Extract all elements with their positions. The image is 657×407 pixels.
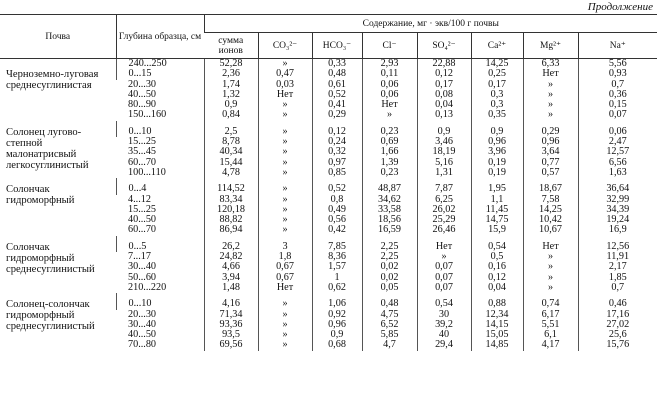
value-cell: 11,91: [578, 252, 657, 262]
value-cell: »: [362, 110, 417, 120]
value-cell: 10,42: [523, 215, 578, 225]
value-cell: »: [523, 283, 578, 293]
value-cell: Нет: [362, 100, 417, 110]
value-cell: 29,4: [417, 340, 471, 350]
value-cell: 0,16: [471, 262, 523, 272]
value-cell: 0,8: [312, 195, 362, 205]
depth-cell: 0...15: [116, 69, 204, 79]
value-cell: 86,94: [204, 225, 258, 235]
depth-cell: 0...4: [116, 184, 204, 194]
value-cell: 0,08: [417, 90, 471, 100]
header-ion-sum: сумма ионов: [204, 33, 258, 59]
soil-name-spacer: [0, 59, 116, 70]
value-cell: 1,06: [312, 299, 362, 309]
depth-cell: 70...80: [128, 339, 157, 351]
value-cell: »: [258, 340, 312, 350]
value-cell: 0,19: [471, 168, 523, 178]
value-cell: 0,77: [523, 158, 578, 168]
value-cell: »: [258, 299, 312, 309]
value-cell: »: [523, 262, 578, 272]
value-cell: 0,96: [523, 137, 578, 147]
value-cell: 93,36: [204, 320, 258, 330]
value-cell: 0,88: [471, 299, 523, 309]
value-cell: 1,57: [312, 262, 362, 272]
value-cell: 0,96: [312, 320, 362, 330]
value-cell: 0,3: [471, 100, 523, 110]
value-cell: 14,25: [523, 205, 578, 215]
value-cell: 14,75: [471, 215, 523, 225]
value-cell: 11,45: [471, 205, 523, 215]
value-cell: 2,47: [578, 137, 657, 147]
value-cell: Нет: [417, 242, 471, 252]
value-cell: 12,57: [578, 147, 657, 157]
value-cell: 18,67: [523, 184, 578, 194]
value-cell: 36,64: [578, 184, 657, 194]
value-cell: 6,56: [578, 158, 657, 168]
value-cell: 39,2: [417, 320, 471, 330]
value-cell: 4,78: [204, 168, 258, 178]
value-cell: 33,58: [362, 205, 417, 215]
header-content-group: Содержание, мг · экв/100 г почвы: [204, 15, 657, 33]
value-cell: »: [523, 100, 578, 110]
value-cell: 16,9: [578, 225, 657, 235]
value-cell: 22,88: [417, 59, 471, 70]
value-cell: 0,85: [312, 168, 362, 178]
value-cell: 88,82: [204, 215, 258, 225]
value-cell: 25,6: [578, 330, 657, 340]
header-ion-so4: SO₄²⁻: [417, 33, 471, 59]
value-cell: »: [258, 137, 312, 147]
value-cell: 0,02: [362, 273, 417, 283]
value-cell: 3,94: [204, 273, 258, 283]
value-cell: 2,36: [204, 69, 258, 79]
soil-salt-table: [0, 14, 657, 351]
value-cell: 1: [312, 273, 362, 283]
value-cell: 10,67: [523, 225, 578, 235]
value-cell: 0,52: [312, 90, 362, 100]
value-cell: Нет: [523, 69, 578, 79]
value-cell: 0,07: [417, 262, 471, 272]
value-cell: 48,87: [362, 184, 417, 194]
value-cell: Нет: [258, 90, 312, 100]
value-cell: 5,85: [362, 330, 417, 340]
value-cell: 6,1: [523, 330, 578, 340]
table-row: [0, 299, 657, 309]
value-cell: 0,93: [578, 69, 657, 79]
value-cell: 3,64: [523, 147, 578, 157]
value-cell: 0,06: [578, 127, 657, 137]
value-cell: 0,68: [312, 340, 362, 350]
value-cell: 0,24: [312, 137, 362, 147]
value-cell: 18,56: [362, 215, 417, 225]
value-cell: 5,16: [417, 158, 471, 168]
value-cell: »: [523, 110, 578, 120]
value-cell: 0,56: [312, 215, 362, 225]
value-cell: »: [523, 80, 578, 90]
header-depth: Глубина образца, см: [116, 15, 204, 59]
value-cell: 1,8: [258, 252, 312, 262]
depth-cell: 0...10: [116, 299, 204, 309]
value-cell: 0,29: [523, 127, 578, 137]
depth-cell: 35...45: [128, 146, 157, 158]
depth-cell: 50...60: [128, 271, 157, 283]
header-ion-hco3: HCO₃⁻: [312, 33, 362, 59]
value-cell: 3,46: [417, 137, 471, 147]
value-cell: »: [258, 320, 312, 330]
value-cell: 34,62: [362, 195, 417, 205]
depth-cell: 0...10: [116, 127, 204, 137]
value-cell: 0,9: [204, 100, 258, 110]
soil-name: Солончак гидроморфный: [6, 184, 75, 207]
value-cell: 0,11: [362, 69, 417, 79]
value-cell: 0,74: [523, 299, 578, 309]
value-cell: 27,02: [578, 320, 657, 330]
value-cell: 0,07: [417, 283, 471, 293]
depth-cell: 20...30: [128, 308, 157, 320]
value-cell: 1,74: [204, 80, 258, 90]
value-cell: 0,67: [258, 262, 312, 272]
value-cell: 0,54: [471, 242, 523, 252]
value-cell: 7,85: [312, 242, 362, 252]
value-cell: 4,17: [523, 340, 578, 350]
value-cell: 7,58: [523, 195, 578, 205]
value-cell: 6,33: [523, 59, 578, 70]
depth-cell: 15...25: [128, 136, 157, 148]
value-cell: 0,48: [312, 69, 362, 79]
value-cell: 4,7: [362, 340, 417, 350]
value-cell: 0,12: [417, 69, 471, 79]
value-cell: 0,23: [362, 168, 417, 178]
value-cell: 0,41: [312, 100, 362, 110]
value-cell: 14,85: [471, 340, 523, 350]
value-cell: 2,25: [362, 242, 417, 252]
value-cell: 1,31: [417, 168, 471, 178]
value-cell: »: [258, 310, 312, 320]
soil-name: Солонец-солончак гидроморфный среднесуглинистый: [6, 299, 95, 333]
value-cell: 0,42: [312, 225, 362, 235]
value-cell: 0,03: [258, 80, 312, 90]
table-body: [0, 59, 657, 351]
depth-cell: 100...110: [128, 166, 166, 178]
depth-cell: 4...12: [128, 193, 151, 205]
value-cell: 0,9: [417, 127, 471, 137]
value-cell: 93,5: [204, 330, 258, 340]
value-cell: »: [258, 225, 312, 235]
value-cell: 0,49: [312, 205, 362, 215]
value-cell: 5,51: [523, 320, 578, 330]
soil-name: Солонец лугово-степной малонатрисвый легкосуглинистый: [6, 126, 89, 171]
value-cell: »: [258, 158, 312, 168]
value-cell: »: [523, 273, 578, 283]
value-cell: 0,12: [312, 127, 362, 137]
value-cell: 2,93: [362, 59, 417, 70]
value-cell: »: [417, 252, 471, 262]
value-cell: »: [258, 59, 312, 70]
value-cell: 2,17: [578, 262, 657, 272]
value-cell: 6,25: [417, 195, 471, 205]
value-cell: 0,07: [417, 273, 471, 283]
value-cell: »: [258, 127, 312, 137]
value-cell: 0,47: [258, 69, 312, 79]
value-cell: 3,96: [471, 147, 523, 157]
value-cell: 4,75: [362, 310, 417, 320]
value-cell: 5,56: [578, 59, 657, 70]
value-cell: 1,66: [362, 147, 417, 157]
soil-name: Солончак гидроморфный среднесуглинистый: [6, 241, 95, 275]
value-cell: 0,97: [312, 158, 362, 168]
depth-cell: 15...25: [128, 203, 157, 215]
header-ion-mg: Mg²⁺: [523, 33, 578, 59]
value-cell: 15,44: [204, 158, 258, 168]
value-cell: 15,76: [578, 340, 657, 350]
value-cell: 0,04: [417, 100, 471, 110]
header-ion-co3: CO₃²⁻: [258, 33, 312, 59]
depth-cell: 40...50: [128, 88, 157, 100]
value-cell: 16,59: [362, 225, 417, 235]
soil-name: Черноземно-луговая среднесуглинистая: [6, 69, 99, 92]
value-cell: 0,29: [312, 110, 362, 120]
value-cell: 8,78: [204, 137, 258, 147]
value-cell: 15,9: [471, 225, 523, 235]
value-cell: 12,34: [471, 310, 523, 320]
value-cell: »: [258, 100, 312, 110]
value-cell: 26,02: [417, 205, 471, 215]
header-ion-ca: Ca²⁺: [471, 33, 523, 59]
value-cell: 1,39: [362, 158, 417, 168]
value-cell: 0,61: [312, 80, 362, 90]
value-cell: 0,06: [362, 80, 417, 90]
value-cell: 0,96: [471, 137, 523, 147]
value-cell: 40: [417, 330, 471, 340]
value-cell: 30: [417, 310, 471, 320]
value-cell: 40,34: [204, 147, 258, 157]
header-ion-na: Na⁺: [578, 33, 657, 59]
value-cell: 6,17: [523, 310, 578, 320]
value-cell: 0,67: [258, 273, 312, 283]
value-cell: 4,16: [204, 299, 258, 309]
value-cell: 0,17: [417, 80, 471, 90]
value-cell: 0,52: [312, 184, 362, 194]
depth-cell: 20...30: [128, 78, 157, 90]
continuation-label: Продолжение: [587, 1, 653, 13]
value-cell: 3: [258, 242, 312, 252]
value-cell: 0,69: [362, 137, 417, 147]
value-cell: 0,33: [312, 59, 362, 70]
value-cell: 0,12: [471, 273, 523, 283]
value-cell: 0,05: [362, 283, 417, 293]
value-cell: 0,7: [578, 80, 657, 90]
value-cell: 32,99: [578, 195, 657, 205]
table-header: [0, 15, 657, 59]
depth-cell: 60...70: [128, 224, 157, 236]
value-cell: 6,52: [362, 320, 417, 330]
value-cell: »: [258, 147, 312, 157]
value-cell: 26,2: [204, 242, 258, 252]
value-cell: 0,19: [471, 158, 523, 168]
value-cell: 26,46: [417, 225, 471, 235]
value-cell: 0,7: [578, 283, 657, 293]
value-cell: 0,36: [578, 90, 657, 100]
value-cell: 0,5: [471, 252, 523, 262]
value-cell: 15,05: [471, 330, 523, 340]
header-ion-cl: Cl⁻: [362, 33, 417, 59]
value-cell: 0,13: [417, 110, 471, 120]
value-cell: 0,07: [578, 110, 657, 120]
depth-cell: 40...50: [128, 214, 157, 226]
value-cell: 0,32: [312, 147, 362, 157]
value-cell: 0,62: [312, 283, 362, 293]
value-cell: 0,46: [578, 299, 657, 309]
value-cell: 17,16: [578, 310, 657, 320]
value-cell: 83,34: [204, 195, 258, 205]
value-cell: 2,25: [362, 252, 417, 262]
value-cell: 0,35: [471, 110, 523, 120]
value-cell: 24,82: [204, 252, 258, 262]
depth-cell: 40...50: [128, 329, 157, 341]
value-cell: 0,17: [471, 80, 523, 90]
value-cell: 18,19: [417, 147, 471, 157]
value-cell: »: [258, 215, 312, 225]
value-cell: 120,18: [204, 205, 258, 215]
depth-cell: 7...17: [128, 251, 151, 263]
value-cell: 34,39: [578, 205, 657, 215]
value-cell: »: [258, 110, 312, 120]
value-cell: 0,15: [578, 100, 657, 110]
value-cell: 71,34: [204, 310, 258, 320]
value-cell: 1,85: [578, 273, 657, 283]
value-cell: 0,06: [362, 90, 417, 100]
value-cell: »: [258, 330, 312, 340]
value-cell: 0,92: [312, 310, 362, 320]
value-cell: 0,23: [362, 127, 417, 137]
value-cell: 2,5: [204, 127, 258, 137]
depth-cell: 60...70: [128, 156, 157, 168]
value-cell: 19,24: [578, 215, 657, 225]
depth-cell: 30...40: [128, 261, 157, 273]
value-cell: 12,56: [578, 242, 657, 252]
value-cell: 69,56: [204, 340, 258, 350]
value-cell: 0,02: [362, 262, 417, 272]
value-cell: »: [523, 90, 578, 100]
value-cell: 8,36: [312, 252, 362, 262]
value-cell: 4,66: [204, 262, 258, 272]
value-cell: 0,3: [471, 90, 523, 100]
value-cell: 0,48: [362, 299, 417, 309]
depth-cell: 240...250: [116, 59, 204, 70]
depth-cell: 210...220: [128, 281, 167, 293]
value-cell: 25,29: [417, 215, 471, 225]
value-cell: 7,87: [417, 184, 471, 194]
value-cell: »: [258, 205, 312, 215]
value-cell: 0,9: [312, 330, 362, 340]
value-cell: »: [258, 184, 312, 194]
value-cell: 1,1: [471, 195, 523, 205]
value-cell: 52,28: [204, 59, 258, 70]
value-cell: »: [523, 252, 578, 262]
value-cell: 1,95: [471, 184, 523, 194]
depth-cell: 30...40: [128, 318, 157, 330]
value-cell: Нет: [258, 283, 312, 293]
value-cell: »: [258, 168, 312, 178]
value-cell: 0,9: [471, 127, 523, 137]
value-cell: 0,84: [204, 110, 258, 120]
value-cell: 0,25: [471, 69, 523, 79]
value-cell: 14,15: [471, 320, 523, 330]
value-cell: 14,25: [471, 59, 523, 70]
value-cell: 114,52: [204, 184, 258, 194]
depth-cell: 150...160: [128, 109, 167, 121]
value-cell: Нет: [523, 242, 578, 252]
value-cell: 0,54: [417, 299, 471, 309]
value-cell: 1,32: [204, 90, 258, 100]
header-soil: Почва: [0, 15, 116, 59]
value-cell: 0,57: [523, 168, 578, 178]
value-cell: 1,48: [204, 283, 258, 293]
value-cell: 1,63: [578, 168, 657, 178]
depth-cell: 0...5: [116, 242, 204, 252]
value-cell: »: [258, 195, 312, 205]
depth-cell: 80...90: [128, 99, 157, 111]
value-cell: 0,04: [471, 283, 523, 293]
